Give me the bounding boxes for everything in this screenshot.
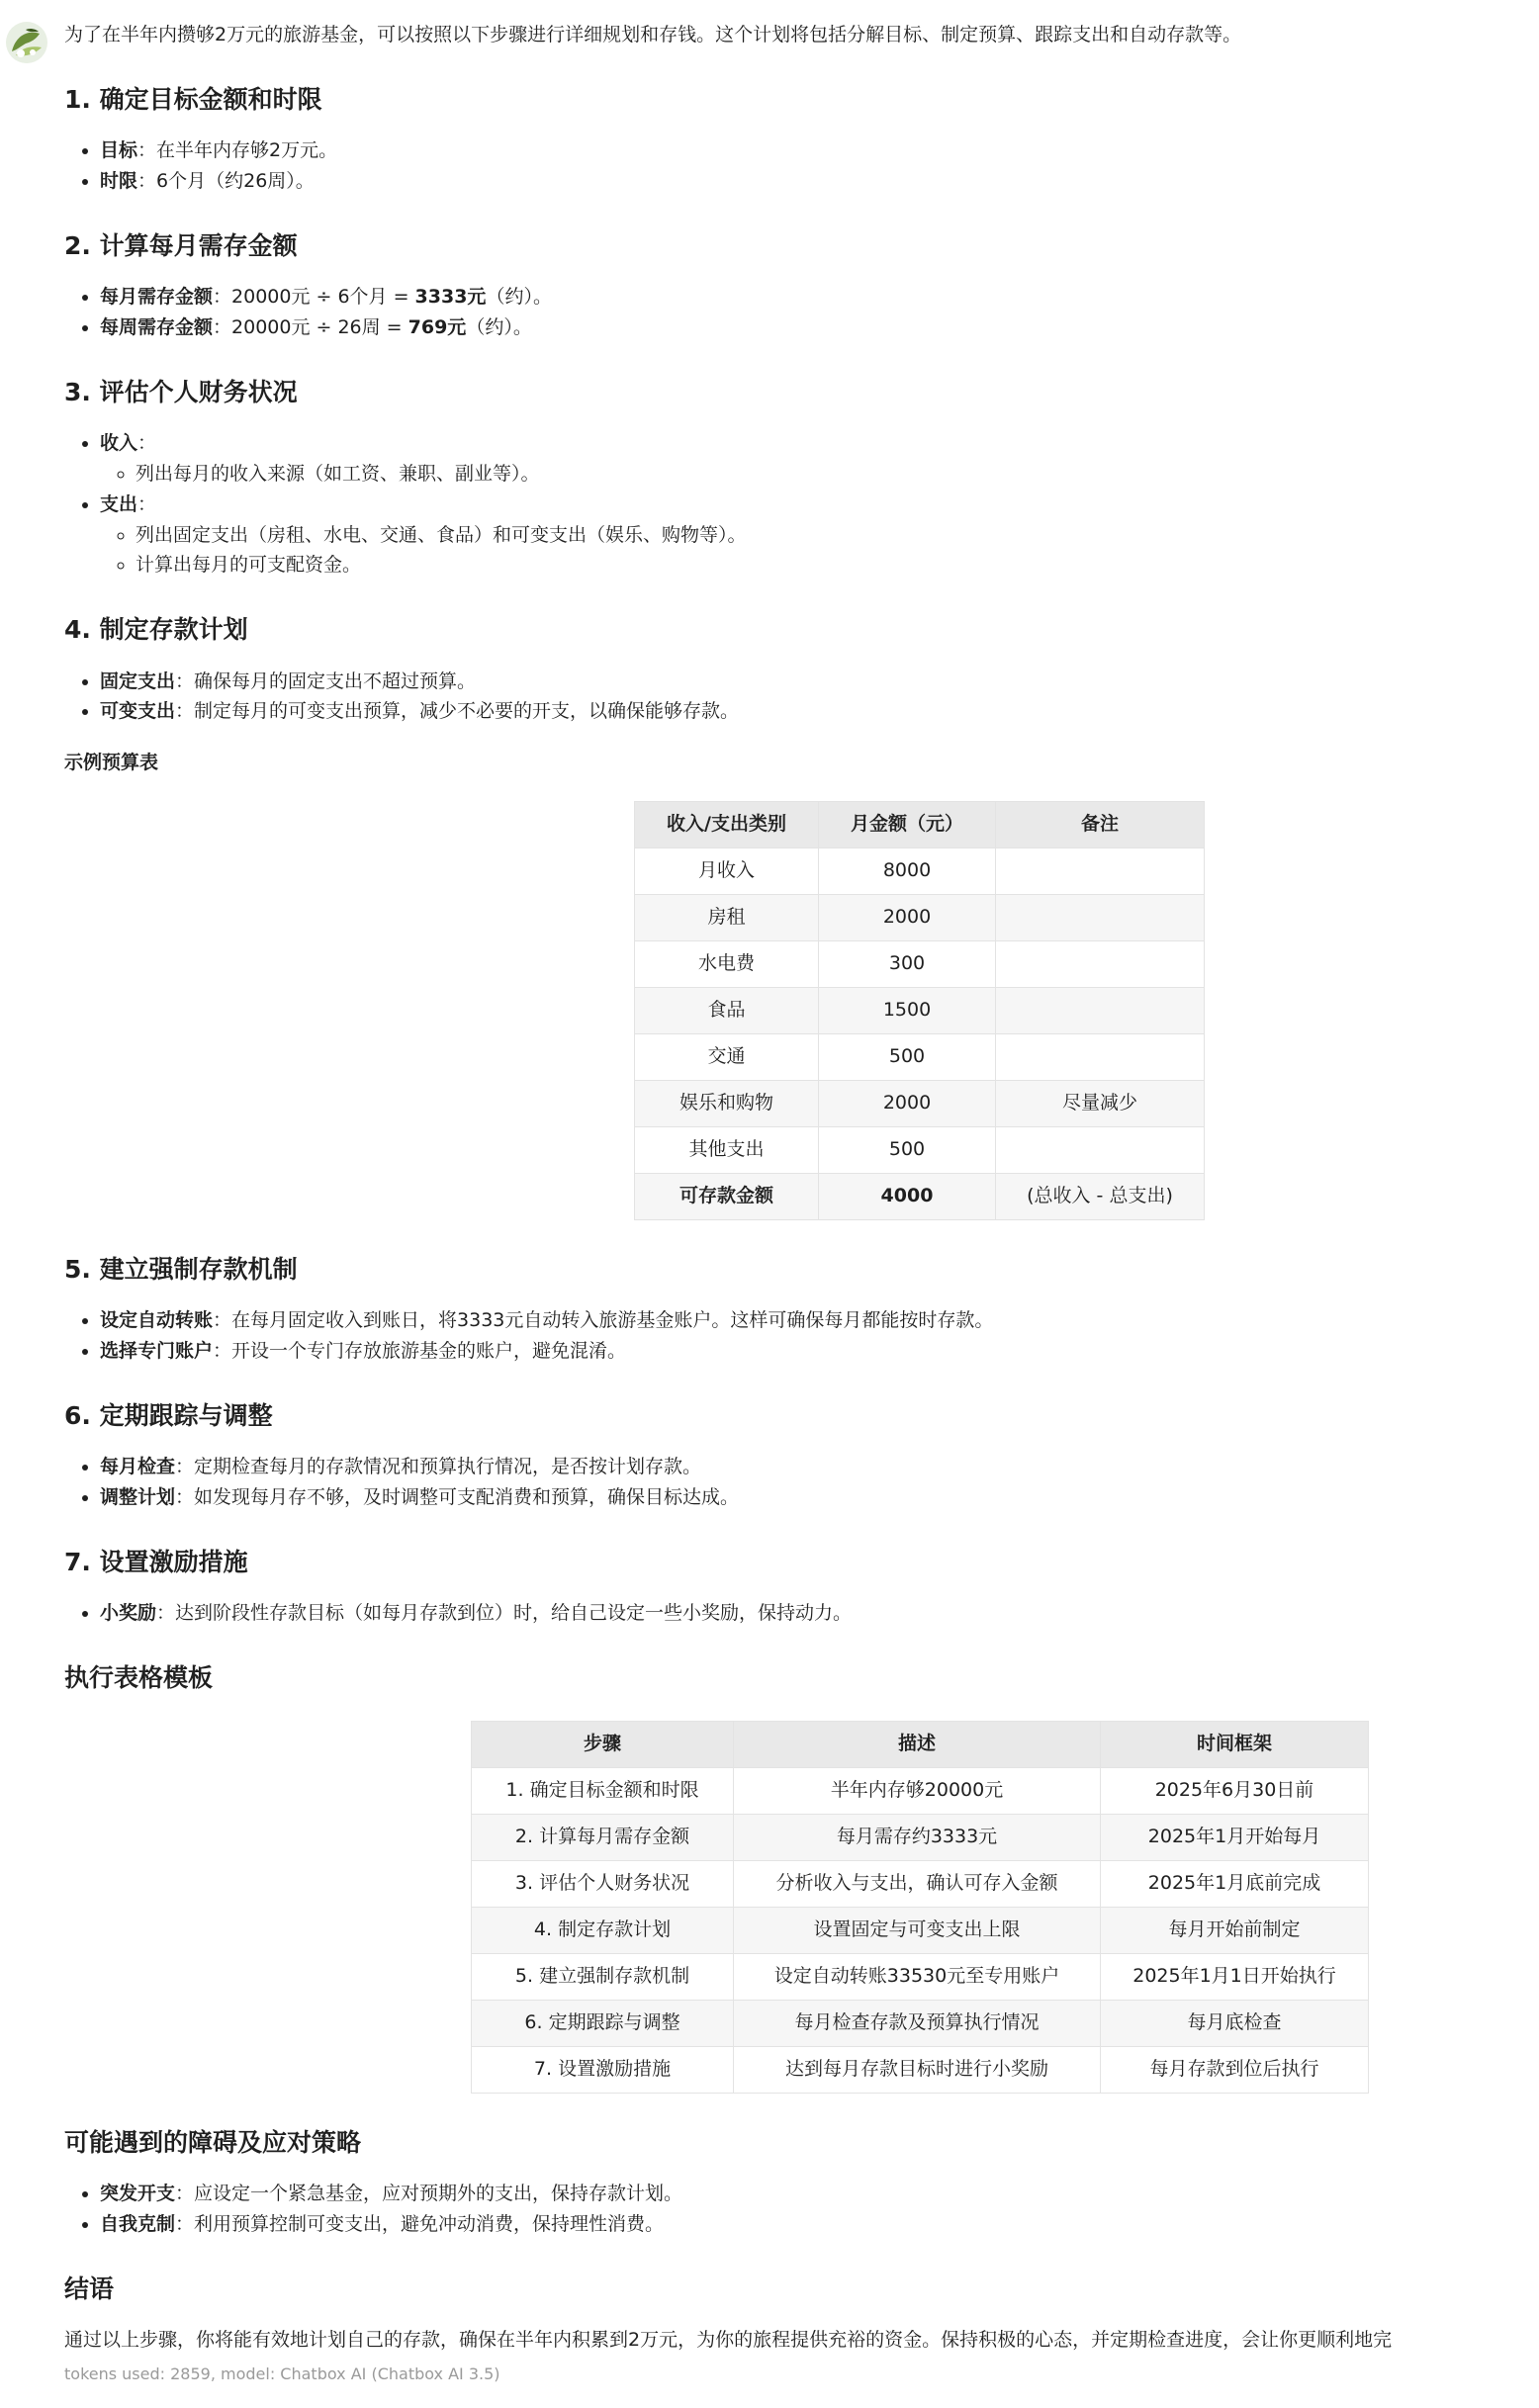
table-cell: 达到每月存款目标时进行小奖励 xyxy=(734,2046,1101,2093)
item-text: ：开设一个专门存放旅游基金的账户，避免混淆。 xyxy=(213,1340,627,1363)
table-cell: 设定自动转账33530元至专用账户 xyxy=(734,1953,1101,2000)
list-item xyxy=(100,282,1539,312)
table-cell: 娱乐和购物 xyxy=(635,1080,819,1126)
sub-list-item: ◦ 列出固定支出（房租、水电、交通、食品）和可变支出（娱乐、购物等）。 xyxy=(136,520,1539,551)
table-cell: 1. 确定目标金额和时限 xyxy=(472,1767,734,1814)
item-value: 769元 xyxy=(407,316,467,339)
list-item xyxy=(100,2209,1539,2240)
item-text: （约）。 xyxy=(486,286,552,309)
sub-list xyxy=(100,520,1539,581)
table-row xyxy=(472,2000,1369,2046)
list-item xyxy=(100,1452,1539,1482)
item-label: 每周需存金额 xyxy=(100,316,214,339)
conclusion-text: 通过以上步骤，你将能有效地计划自己的存款，确保在半年内积累到2万元，为你的旅程提供充裕的资金。保持积极的心态，并定期检查进度，会让你更顺利地完 xyxy=(64,2329,1393,2352)
table-cell: 每月需存约3333元 xyxy=(734,1814,1101,1860)
item-label: 固定支出 xyxy=(100,669,176,692)
execution-table-heading: 执行表格模板 xyxy=(64,1663,214,1693)
table-cell: 分析收入与支出，确认可存入金额 xyxy=(734,1860,1101,1907)
table-cell: 6. 定期跟踪与调整 xyxy=(472,2000,734,2046)
item-text: ：如发现每月存不够，及时调整可支配消费和预算，确保目标达成。 xyxy=(175,1486,740,1509)
table-row xyxy=(635,940,1205,987)
table-cell: (总收入 - 总支出) xyxy=(996,1173,1205,1219)
item-text: ： xyxy=(137,492,157,515)
table-summary-row xyxy=(635,1173,1205,1219)
table-cell: 每月底检查 xyxy=(1101,2000,1369,2046)
bot-avatar-icon xyxy=(6,22,47,63)
list-item xyxy=(100,135,1539,166)
intro-text: 为了在半年内攒够2万元的旅游基金，可以按照以下步骤进行详细规划和存钱。这个计划将包括分解目标、制定预算、跟踪支出和自动存款等。 xyxy=(64,24,1242,45)
table-cell xyxy=(996,987,1205,1033)
item-label: 选择专门账户 xyxy=(100,1340,214,1363)
table-cell: 食品 xyxy=(635,987,819,1033)
avatar xyxy=(6,22,47,63)
table-cell: 其他支出 xyxy=(635,1126,819,1173)
table-cell: 2025年1月开始每月 xyxy=(1101,1814,1369,1860)
item-text: ：在半年内存够2万元。 xyxy=(137,139,338,162)
item-text: ：6个月（约26周）。 xyxy=(137,170,315,193)
section-3-heading: 3. 评估个人财务状况 xyxy=(64,377,298,406)
table-row xyxy=(635,1033,1205,1080)
item-value: 3333元 xyxy=(414,286,487,309)
section-1-list xyxy=(64,135,1539,197)
column-header: 步骤 xyxy=(472,1721,734,1767)
item-label: 自我克制 xyxy=(100,2212,176,2235)
table-cell: 每月开始前制定 xyxy=(1101,1907,1369,1953)
table-cell: 1500 xyxy=(819,987,996,1033)
list-item xyxy=(100,1305,1539,1336)
item-text: ：应设定一个紧急基金，应对预期外的支出，保持存款计划。 xyxy=(175,2183,683,2205)
table-cell: 2025年1月1日开始执行 xyxy=(1101,1953,1369,2000)
list-item xyxy=(100,312,1539,343)
table-cell: 2025年6月30日前 xyxy=(1101,1767,1369,1814)
table-cell: 月收入 xyxy=(635,847,819,894)
table-cell: 4000 xyxy=(819,1173,996,1219)
item-label: 支出 xyxy=(100,492,138,515)
table-row xyxy=(635,847,1205,894)
item-text: ： xyxy=(137,432,157,455)
table-cell: 300 xyxy=(819,940,996,987)
item-label: 每月需存金额 xyxy=(100,286,214,309)
obstacles-list xyxy=(64,2179,1539,2240)
table-cell: 2025年1月底前完成 xyxy=(1101,1860,1369,1907)
conclusion-heading: 结语 xyxy=(64,2274,115,2303)
table-cell: 7. 设置激励措施 xyxy=(472,2046,734,2093)
table-cell: 半年内存够20000元 xyxy=(734,1767,1101,1814)
table-cell: 5. 建立强制存款机制 xyxy=(472,1953,734,2000)
budget-table xyxy=(634,801,1205,1220)
section-2-list xyxy=(64,282,1539,343)
list-item xyxy=(100,490,1539,580)
section-2-heading: 2. 计算每月需存金额 xyxy=(64,230,298,260)
section-3-list xyxy=(64,428,1539,580)
table-row xyxy=(635,1126,1205,1173)
item-label: 调整计划 xyxy=(100,1486,176,1509)
sub-list xyxy=(100,459,1539,490)
list-item xyxy=(100,667,1539,697)
section-7-heading: 7. 设置激励措施 xyxy=(64,1547,248,1576)
table-cell: 每月存款到位后执行 xyxy=(1101,2046,1369,2093)
message-content xyxy=(64,20,1539,2387)
section-5-heading: 5. 建立强制存款机制 xyxy=(64,1254,298,1284)
table-row xyxy=(635,987,1205,1033)
table-cell xyxy=(996,1033,1205,1080)
item-label: 小奖励 xyxy=(100,1602,157,1625)
item-text: ：在每月固定收入到账日，将3333元自动转入旅游基金账户。这样可确保每月都能按时存款。 xyxy=(213,1309,994,1332)
table-row xyxy=(635,894,1205,940)
table-row xyxy=(472,1767,1369,1814)
table-cell: 房租 xyxy=(635,894,819,940)
item-text: ：制定每月的可变支出预算，减少不必要的开支，以确保能够存款。 xyxy=(175,700,740,723)
list-item xyxy=(100,1482,1539,1513)
execution-table-wrapper xyxy=(471,1721,1539,2094)
budget-table-wrapper xyxy=(634,801,1539,1220)
column-header: 收入/支出类别 xyxy=(635,801,819,847)
item-label: 目标 xyxy=(100,139,138,162)
item-text: ：确保每月的固定支出不超过预算。 xyxy=(175,669,477,692)
table-row xyxy=(472,1814,1369,1860)
table-cell: 500 xyxy=(819,1033,996,1080)
table-cell: 每月检查存款及预算执行情况 xyxy=(734,2000,1101,2046)
table-cell: 交通 xyxy=(635,1033,819,1080)
item-text: ：利用预算控制可变支出，避免冲动消费，保持理性消费。 xyxy=(175,2212,665,2235)
section-6-list xyxy=(64,1452,1539,1513)
table-cell xyxy=(996,940,1205,987)
sub-list-item: ◦ 列出每月的收入来源（如工资、兼职、副业等）。 xyxy=(136,459,1539,490)
table-row xyxy=(472,2046,1369,2093)
token-usage-footer: tokens used: 2859, model: Chatbox AI (Chatbox AI 3.5) xyxy=(64,2364,500,2383)
table-cell xyxy=(996,1126,1205,1173)
table-row xyxy=(472,1953,1369,2000)
table-cell: 2000 xyxy=(819,1080,996,1126)
column-header: 描述 xyxy=(734,1721,1101,1767)
column-header: 时间框架 xyxy=(1101,1721,1369,1767)
item-label: 时限 xyxy=(100,170,138,193)
item-text: ：20000元 ÷ 26周 = xyxy=(213,316,408,339)
list-item xyxy=(100,1598,1539,1629)
section-6-heading: 6. 定期跟踪与调整 xyxy=(64,1400,273,1430)
column-header: 月金额（元） xyxy=(819,801,996,847)
table-row xyxy=(635,1080,1205,1126)
item-label: 收入 xyxy=(100,432,138,455)
table-cell: 8000 xyxy=(819,847,996,894)
table-cell: 2. 计算每月需存金额 xyxy=(472,1814,734,1860)
list-item xyxy=(100,428,1539,490)
table-cell: 2000 xyxy=(819,894,996,940)
table-cell: 4. 制定存款计划 xyxy=(472,1907,734,1953)
example-budget-heading: 示例预算表 xyxy=(64,752,159,774)
table-header-row xyxy=(635,801,1205,847)
column-header: 备注 xyxy=(996,801,1205,847)
item-label: 每月检查 xyxy=(100,1456,176,1478)
list-item xyxy=(100,1336,1539,1367)
section-4-heading: 4. 制定存款计划 xyxy=(64,615,248,645)
item-text: ：20000元 ÷ 6个月 = xyxy=(213,286,415,309)
list-item xyxy=(100,696,1539,727)
sub-list-item: ◦ 计算出每月的可支配资金。 xyxy=(136,550,1539,580)
section-5-list xyxy=(64,1305,1539,1367)
table-cell: 尽量减少 xyxy=(996,1080,1205,1126)
item-label: 可变支出 xyxy=(100,700,176,723)
item-label: 突发开支 xyxy=(100,2183,176,2205)
table-cell: 设置固定与可变支出上限 xyxy=(734,1907,1101,1953)
table-cell: 水电费 xyxy=(635,940,819,987)
section-4-list xyxy=(64,667,1539,728)
list-item xyxy=(100,166,1539,197)
list-item xyxy=(100,2179,1539,2209)
table-row xyxy=(472,1860,1369,1907)
section-1-heading: 1. 确定目标金额和时限 xyxy=(64,84,322,114)
item-label: 设定自动转账 xyxy=(100,1309,214,1332)
table-header-row xyxy=(472,1721,1369,1767)
item-text: （约）。 xyxy=(466,316,532,339)
table-cell xyxy=(996,847,1205,894)
table-cell: 500 xyxy=(819,1126,996,1173)
item-text: ：定期检查每月的存款情况和预算执行情况，是否按计划存款。 xyxy=(175,1456,702,1478)
table-cell: 3. 评估个人财务状况 xyxy=(472,1860,734,1907)
table-cell: 可存款金额 xyxy=(635,1173,819,1219)
section-7-list xyxy=(64,1598,1539,1629)
obstacles-heading: 可能遇到的障碍及应对策略 xyxy=(64,2127,362,2157)
table-row xyxy=(472,1907,1369,1953)
execution-table xyxy=(471,1721,1369,2094)
item-text: ：达到阶段性存款目标（如每月存款到位）时，给自己设定一些小奖励，保持动力。 xyxy=(156,1602,853,1625)
table-cell xyxy=(996,894,1205,940)
